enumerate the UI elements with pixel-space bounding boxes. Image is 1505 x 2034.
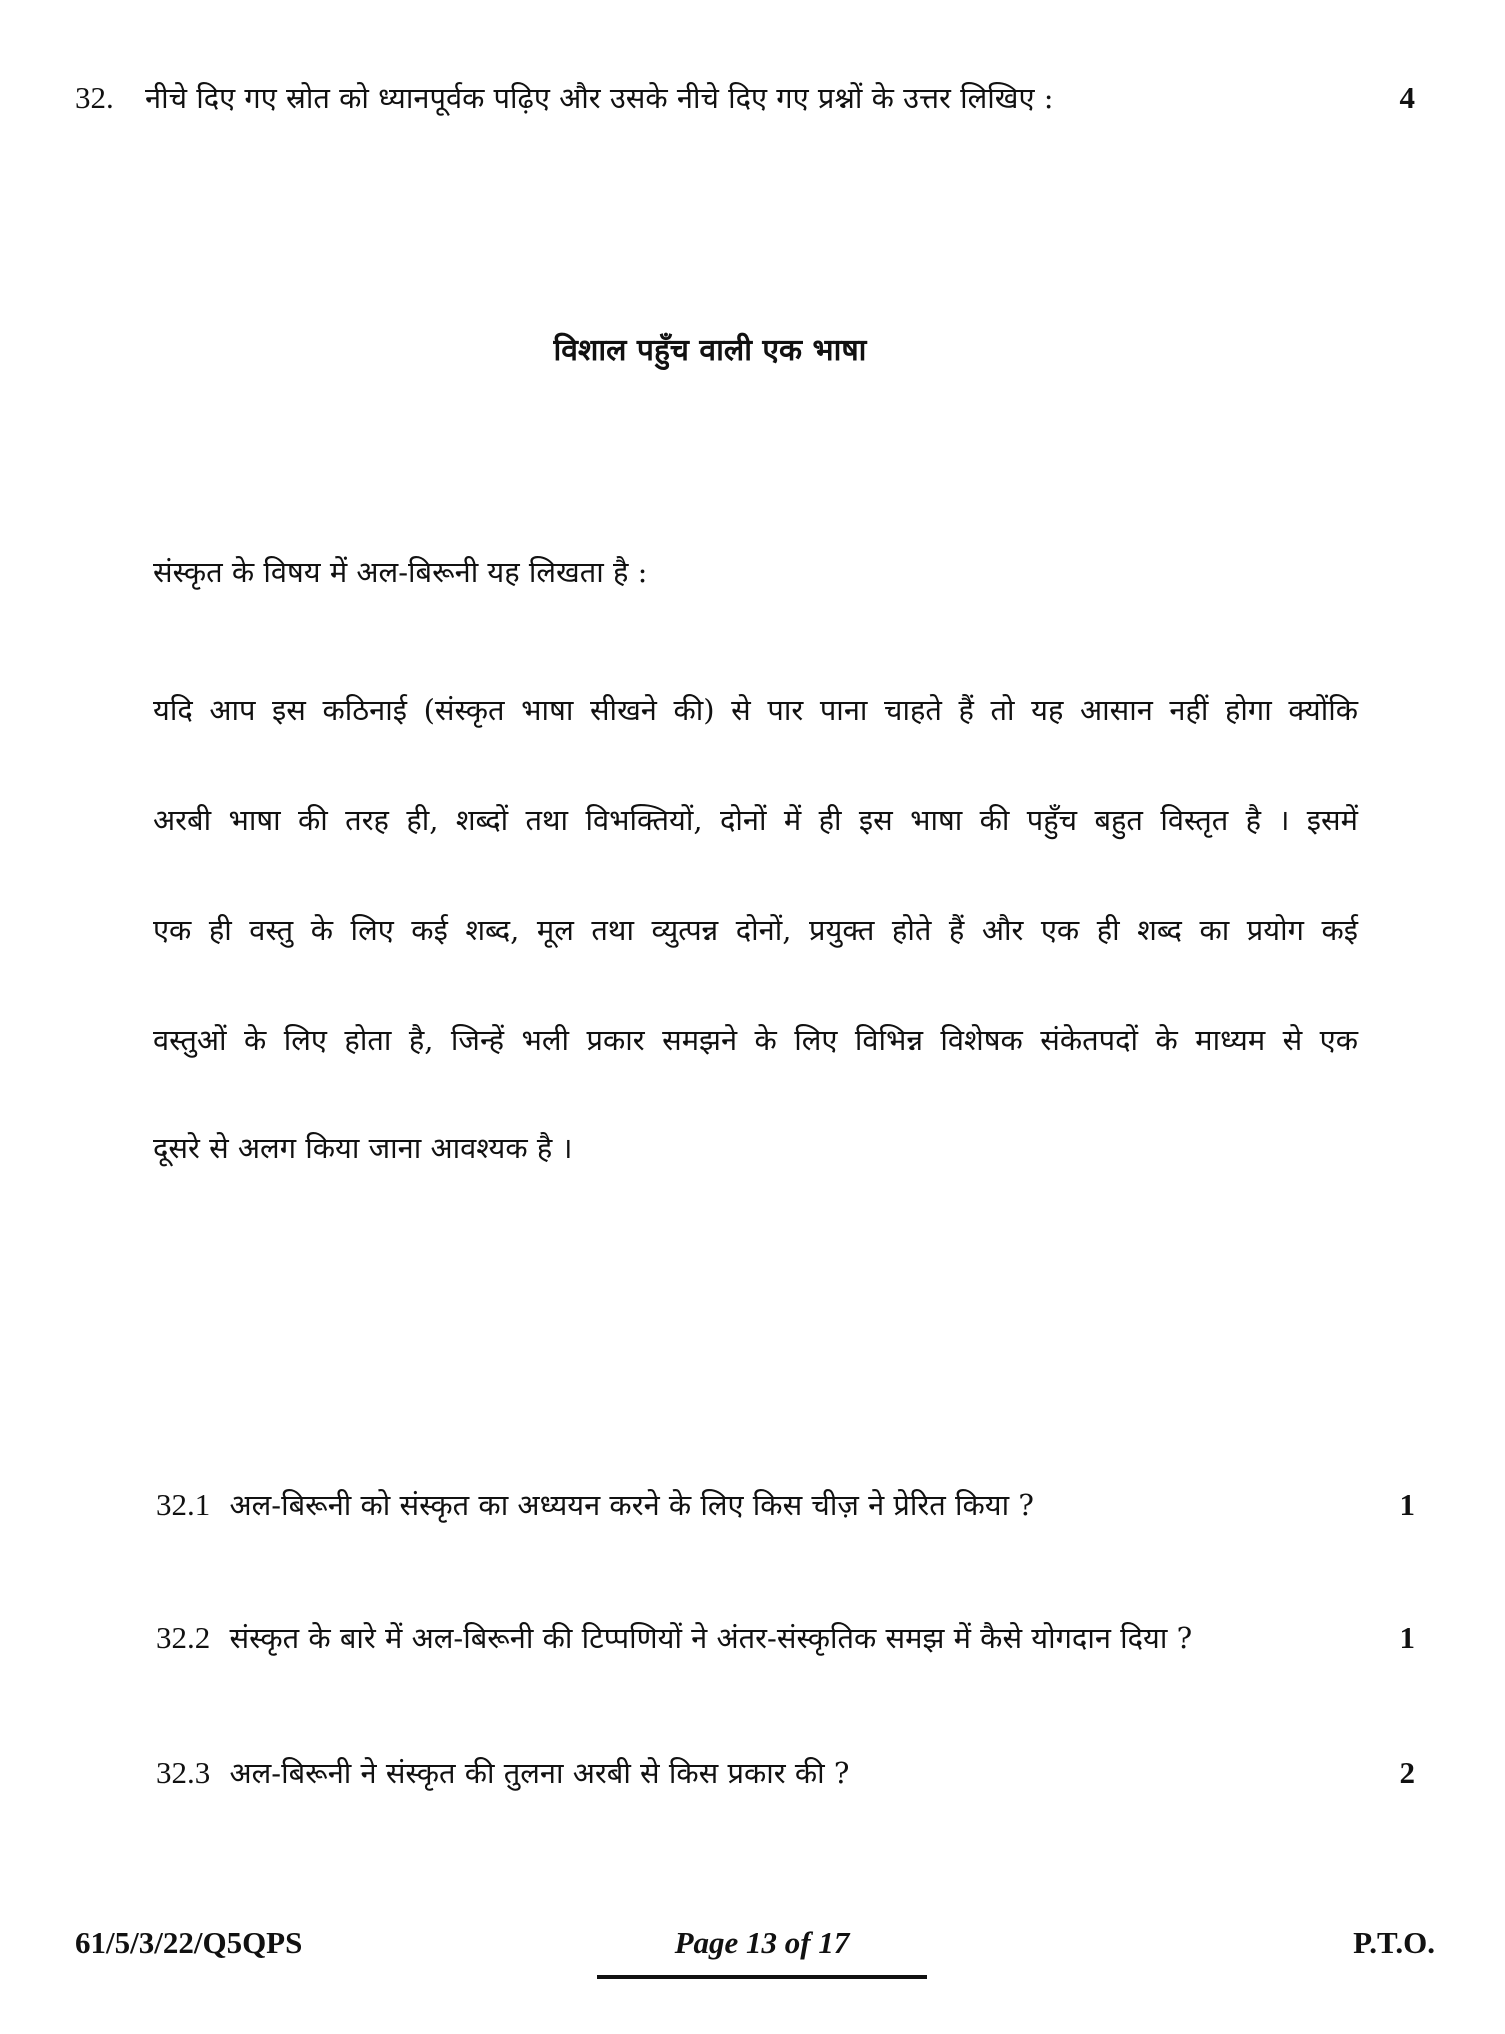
source-title: विशाल पहुँच वाली एक भाषा: [553, 333, 867, 368]
source-line: अरबी भाषा की तरह ही, शब्दों तथा विभक्तियों, दोनों में ही इस भाषा की पहुँच बहुत विस्तृत है । इसमें: [153, 803, 1358, 837]
source-line: एक ही वस्तु के लिए कई शब्द, मूल तथा व्युत्पन्न दोनों, प्रयुक्त होते हैं और एक ही शब्द का प्रयोग कई: [153, 913, 1358, 947]
subquestion-number: 32.2: [156, 1620, 211, 1655]
subquestion-marks: 1: [1399, 1620, 1415, 1655]
question-instruction: नीचे दिए गए स्रोत को ध्यानपूर्वक पढ़िए और उसके नीचे दिए गए प्रश्नों के उत्तर लिखिए :: [145, 81, 1054, 115]
question-marks: 4: [1399, 80, 1415, 115]
subquestion-32-1: [156, 1485, 1415, 1525]
paper-code: 61/5/3/22/Q5QPS: [75, 1925, 303, 1960]
subquestion-number: 32.1: [156, 1487, 211, 1522]
source-line: यदि आप इस कठिनाई (संस्कृत भाषा सीखने की) से पार पाना चाहते हैं तो यह आसान नहीं होगा क्योंकि: [153, 693, 1358, 727]
subquestion-text: अल-बिरूनी ने संस्कृत की तुलना अरबी से किस प्रकार की ?: [229, 1756, 850, 1790]
subquestion-marks: 2: [1399, 1755, 1415, 1790]
subquestion-text: संस्कृत के बारे में अल-बिरूनी की टिप्पणियों ने अंतर-संस्कृतिक समझ में कैसे योगदान दिया ?: [229, 1621, 1193, 1655]
subquestion-marks: 1: [1399, 1487, 1415, 1522]
page-number-underline: [597, 1975, 927, 1979]
subquestion-32-2: [156, 1618, 1415, 1658]
source-line: वस्तुओं के लिए होता है, जिन्हें भली प्रकार समझने के लिए विभिन्न विशेषक संकेतपदों के माध्यम से एक: [153, 1023, 1358, 1057]
subquestion-32-3: [156, 1753, 1415, 1793]
subquestion-number: 32.3: [156, 1755, 211, 1790]
source-line: दूसरे से अलग किया जाना आवश्यक है ।: [153, 1131, 573, 1165]
subquestion-text: अल-बिरूनी को संस्कृत का अध्ययन करने के लिए किस चीज़ ने प्रेरित किया ?: [229, 1488, 1034, 1522]
source-intro: संस्कृत के विषय में अल-बिरूनी यह लिखता है :: [153, 555, 648, 589]
pto-label: P.T.O.: [1353, 1925, 1435, 1960]
page-number: Page 13 of 17: [674, 1925, 850, 1960]
question-number: 32.: [75, 80, 114, 115]
